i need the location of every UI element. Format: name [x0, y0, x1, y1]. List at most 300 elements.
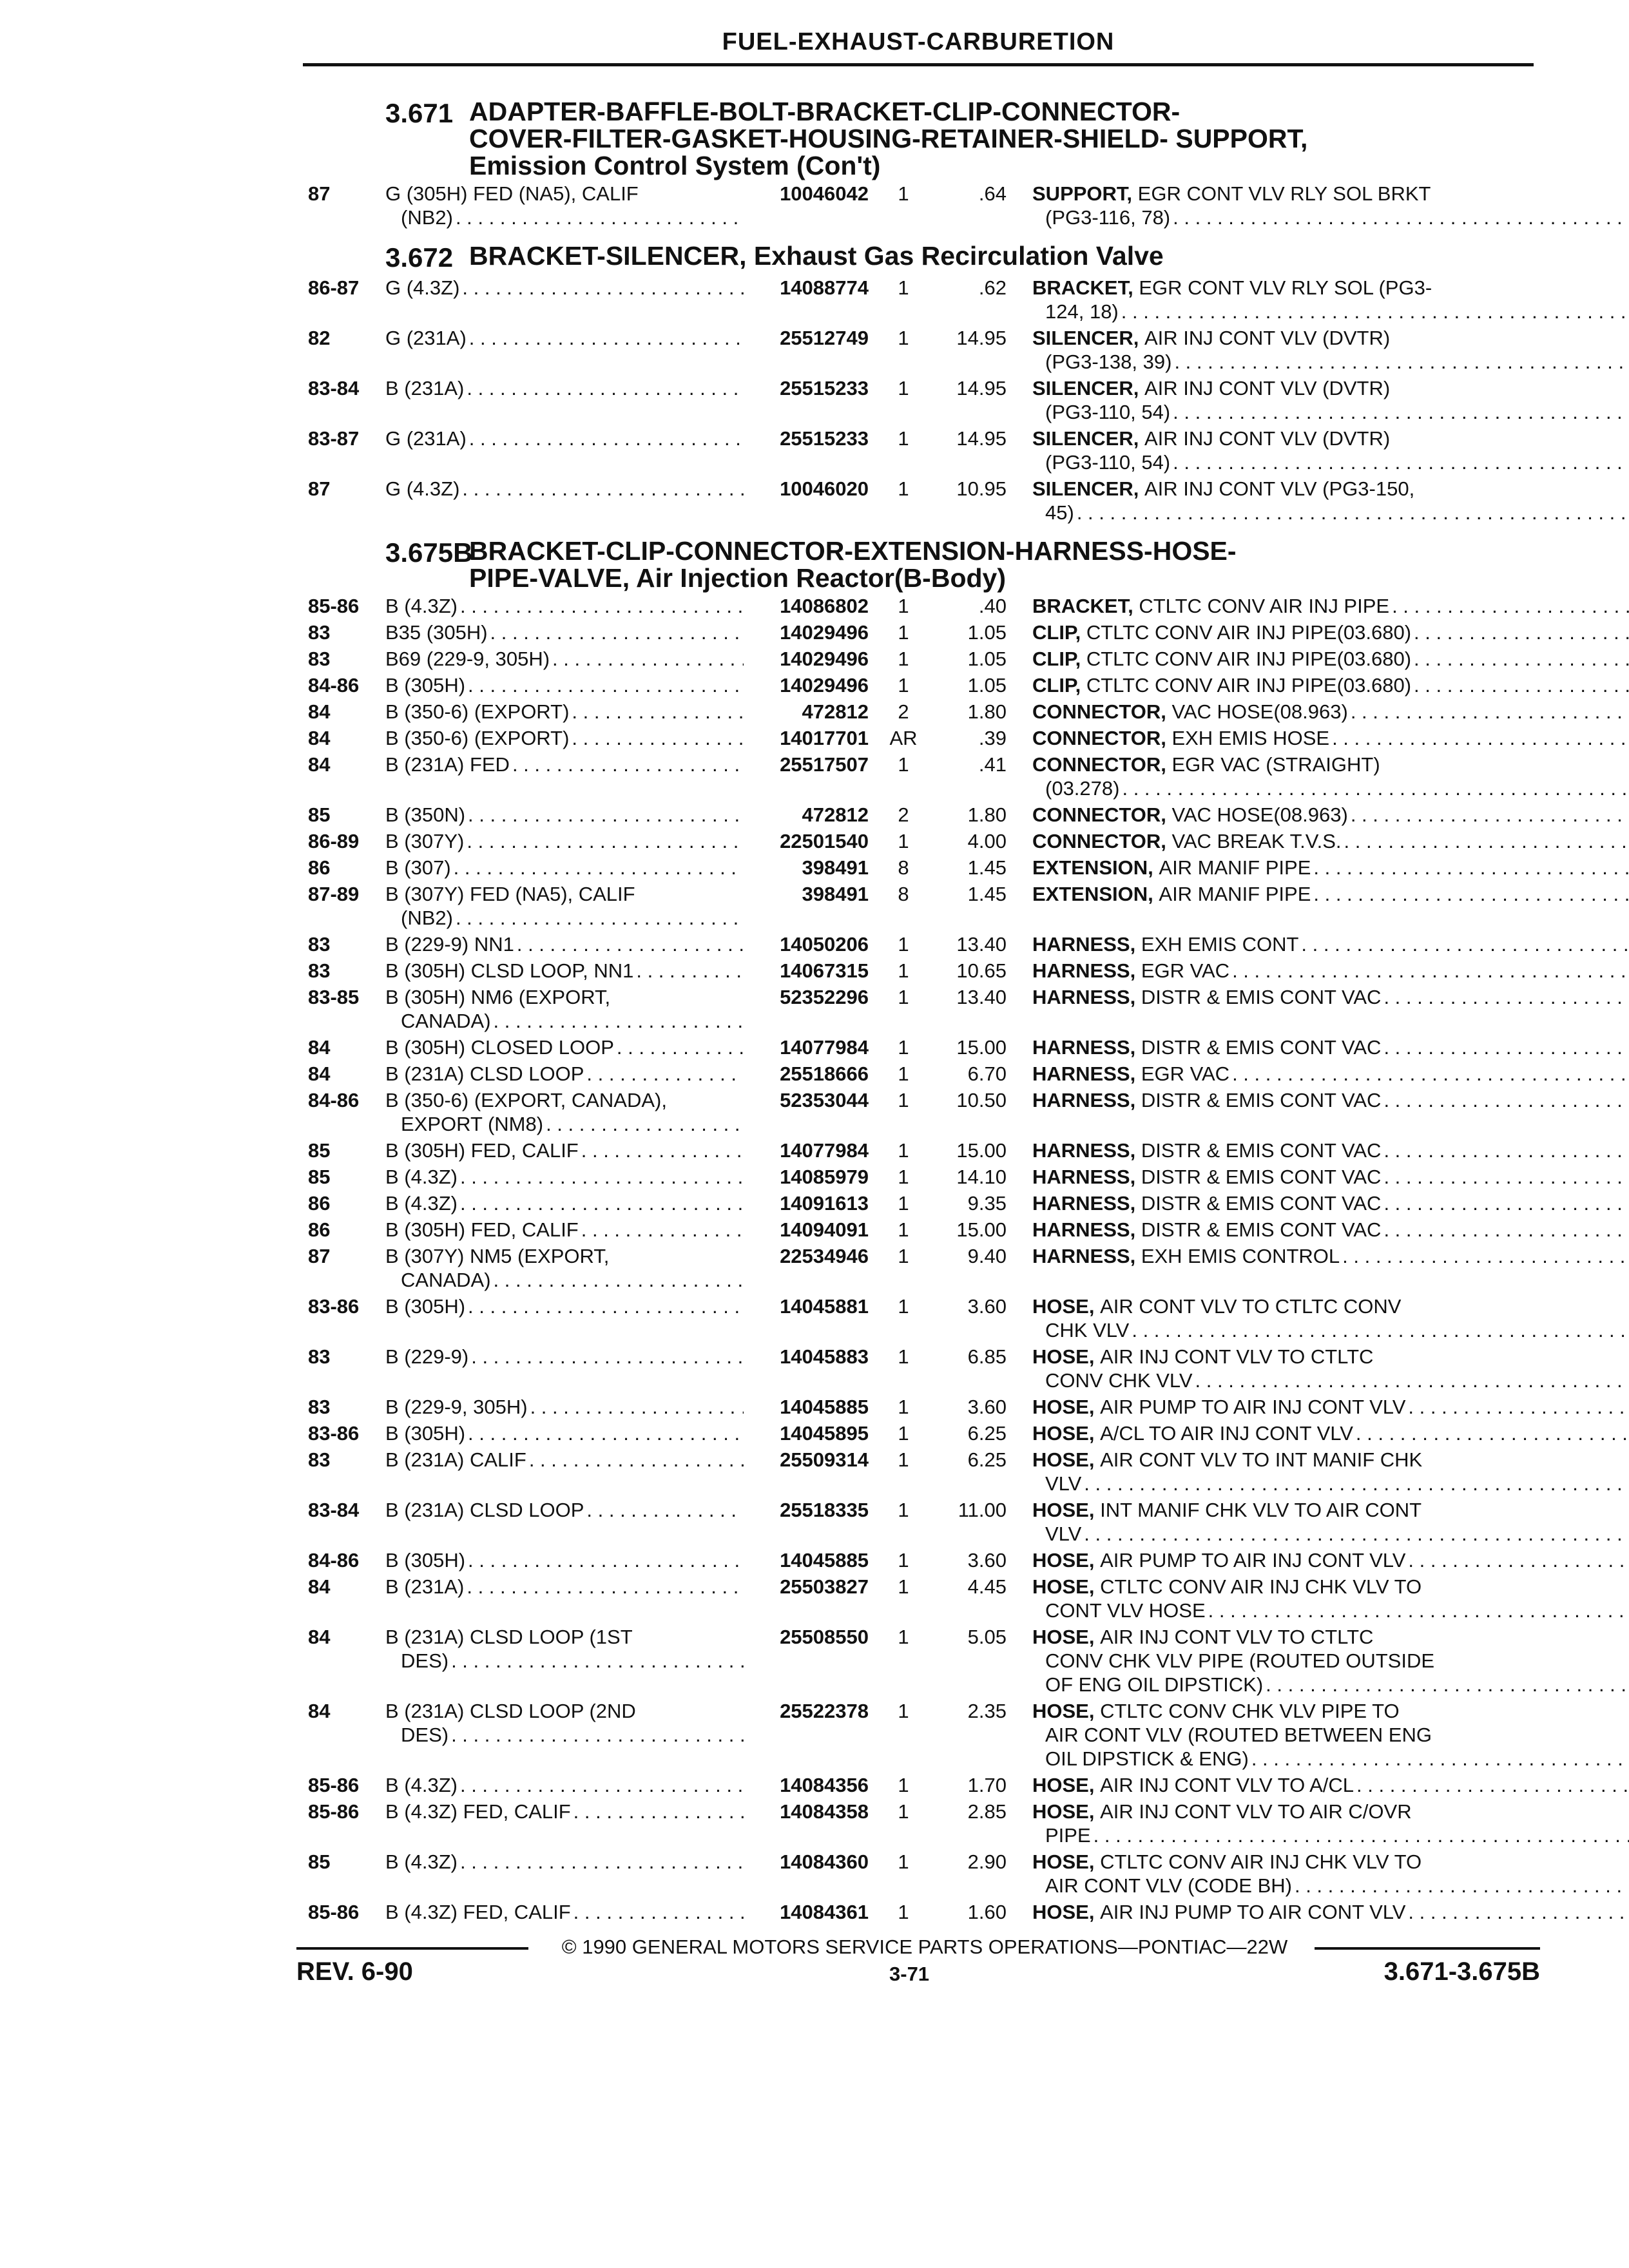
model-year: 85 [308, 1139, 331, 1162]
description-line [1032, 985, 1629, 1009]
model-text: G (231A) [385, 327, 467, 349]
description-text: AIR INJ CONT VLV TO CTLTC [1100, 1626, 1374, 1648]
model-text: B (305H) CLSD LOOP, NN1 [385, 959, 634, 982]
description-text: AIR INJ CONT VLV (PG3-150, [1144, 477, 1415, 500]
description-keyword: HARNESS, [1032, 933, 1136, 956]
price: 10.95 [956, 477, 1007, 500]
model-text: B (350-6) (EXPORT) [385, 700, 570, 723]
price: .64 [978, 182, 1007, 205]
dot-leader [1077, 501, 1629, 524]
part-row [308, 1139, 1540, 1162]
part-description [1032, 1625, 1629, 1696]
description-text: AIR CONT VLV TO INT MANIF CHK [1100, 1448, 1423, 1471]
part-number: 14086802 [780, 595, 869, 617]
part-number: 14084358 [780, 1800, 869, 1823]
model-line [385, 1191, 746, 1215]
price: 15.00 [956, 1218, 1007, 1241]
quantity: 1 [898, 276, 909, 299]
part-number: 52353044 [780, 1089, 869, 1111]
model-line [385, 1421, 746, 1445]
model-year: 85 [308, 1850, 331, 1873]
dot-leader [1408, 1395, 1629, 1419]
dot-leader [1342, 1244, 1629, 1268]
price: 1.05 [967, 648, 1007, 670]
model-line [385, 882, 746, 906]
model-year: 83-85 [308, 986, 360, 1008]
part-row [308, 753, 1540, 800]
model-application [385, 1850, 746, 1898]
dot-leader [1383, 1139, 1629, 1162]
description-line [1032, 1088, 1629, 1112]
section-heading [308, 537, 1540, 591]
description-line [1032, 726, 1629, 750]
part-row [308, 1395, 1540, 1419]
part-number: 398491 [802, 883, 869, 905]
model-line [385, 182, 746, 206]
description-text: AIR INJ CONT VLV (DVTR) [1144, 327, 1391, 349]
price: 5.05 [967, 1626, 1007, 1648]
revision-label: REV. 6-90 [296, 1957, 413, 1986]
part-description [1032, 803, 1629, 827]
section-number: 3.675B [385, 537, 473, 568]
description-text: AIR MANIF PIPE [1159, 856, 1311, 879]
model-year: 83 [308, 648, 331, 670]
model-application [385, 1088, 746, 1136]
model-application [385, 673, 746, 697]
dot-leader [490, 620, 744, 644]
quantity: 1 [898, 1549, 909, 1571]
model-year: 84 [308, 1062, 331, 1085]
description-text: CTLTC CONV AIR INJ CHK VLV TO [1100, 1575, 1422, 1598]
model-text: B (350-6) (EXPORT, CANADA), [385, 1089, 667, 1111]
description-line [1032, 1723, 1629, 1747]
dot-leader [1383, 1165, 1629, 1189]
description-line [1032, 594, 1629, 618]
description-keyword: SUPPORT, [1032, 182, 1133, 205]
description-text: AIR MANIF PIPE [1159, 883, 1311, 905]
model-line [385, 753, 746, 776]
model-year: 84 [308, 1575, 331, 1598]
model-application [385, 1773, 746, 1797]
description-keyword: HOSE, [1032, 1448, 1095, 1471]
model-line [385, 673, 746, 697]
model-year: 85-86 [308, 1901, 360, 1923]
description-keyword: SILENCER, [1032, 377, 1139, 399]
model-text: B (305H) [385, 1422, 466, 1445]
price: 14.95 [956, 377, 1007, 399]
price: 1.45 [967, 856, 1007, 879]
part-number: 14029496 [780, 621, 869, 644]
dot-leader [1383, 1088, 1629, 1112]
model-year: 86 [308, 1218, 331, 1241]
model-application [385, 726, 746, 750]
part-description [1032, 1294, 1629, 1342]
part-number: 14084360 [780, 1850, 869, 1873]
dot-leader [1383, 1218, 1629, 1242]
part-row [308, 829, 1540, 853]
model-line [385, 1850, 746, 1874]
part-description [1032, 1800, 1629, 1847]
quantity: AR [889, 727, 918, 749]
footer-rule-left [296, 1947, 528, 1950]
part-row [308, 620, 1540, 644]
description-text: DISTR & EMIS CONT VAC [1141, 1166, 1382, 1188]
dot-leader [1084, 1472, 1629, 1495]
description-keyword: HARNESS, [1032, 1036, 1136, 1059]
description-text: AIR INJ PUMP TO AIR CONT VLV [1100, 1901, 1406, 1923]
dot-leader [460, 1850, 744, 1874]
model-application [385, 326, 746, 374]
description-line [1032, 856, 1629, 879]
dot-leader [1084, 1522, 1629, 1546]
model-application [385, 1699, 746, 1771]
description-text: CONT VLV HOSE [1045, 1599, 1206, 1622]
part-description [1032, 1699, 1629, 1771]
model-text: B (350N) [385, 803, 466, 826]
model-application [385, 985, 746, 1033]
part-description [1032, 477, 1629, 524]
model-application [385, 620, 746, 644]
model-application [385, 1062, 746, 1086]
description-text: AIR CONT VLV TO CTLTC CONV [1100, 1295, 1402, 1318]
quantity: 1 [898, 1089, 909, 1111]
description-keyword: EXTENSION, [1032, 883, 1153, 905]
description-text: EGR CONT VLV RLY SOL (PG3- [1139, 276, 1432, 299]
dot-leader [468, 1421, 744, 1445]
dot-leader [581, 1139, 744, 1162]
model-text: CANADA) [401, 1269, 491, 1291]
dot-leader [1173, 206, 1629, 229]
dot-leader [494, 1009, 744, 1033]
model-text: B (4.3Z) [385, 1850, 458, 1873]
model-year: 85-86 [308, 1774, 360, 1796]
dot-leader [1301, 932, 1629, 956]
description-line [1032, 1699, 1629, 1723]
description-keyword: HARNESS, [1032, 1218, 1136, 1241]
description-text: DISTR & EMIS CONT VAC [1141, 986, 1382, 1008]
description-keyword: HARNESS, [1032, 1245, 1136, 1267]
dot-leader [1408, 1548, 1629, 1572]
model-application [385, 1448, 746, 1495]
price: 10.50 [956, 1089, 1007, 1111]
part-number: 14084361 [780, 1901, 869, 1923]
section-title [469, 242, 1540, 273]
price: 6.25 [967, 1422, 1007, 1445]
model-line [385, 906, 746, 930]
model-line [385, 1699, 746, 1723]
page-footer [296, 1933, 1540, 2004]
model-year: 87 [308, 477, 331, 500]
description-text: AIR INJ CONT VLV TO CTLTC [1100, 1345, 1374, 1368]
description-line [1032, 753, 1629, 776]
price: 1.05 [967, 674, 1007, 697]
model-text: B (4.3Z) [385, 595, 458, 617]
model-line [385, 1498, 746, 1522]
part-description [1032, 1850, 1629, 1898]
model-line [385, 1900, 746, 1924]
price: 3.60 [967, 1396, 1007, 1418]
model-line [385, 326, 746, 350]
model-text: B (229-9, 305H) [385, 1396, 528, 1418]
model-year: 83-87 [308, 427, 360, 450]
part-row [308, 1498, 1540, 1546]
description-text: EXH EMIS HOSE [1171, 727, 1330, 749]
part-row [308, 1900, 1540, 1924]
description-text: PIPE [1045, 1824, 1091, 1847]
part-row [308, 1218, 1540, 1242]
model-line [385, 1009, 746, 1033]
model-year: 83 [308, 1448, 331, 1471]
dot-leader [460, 1191, 744, 1215]
description-line [1032, 1823, 1629, 1847]
description-text: CTLTC CONV AIR INJ PIPE(03.680) [1086, 674, 1412, 697]
model-text: B (305H) FED, CALIF [385, 1218, 579, 1241]
price: 1.05 [967, 621, 1007, 644]
part-description [1032, 829, 1629, 853]
part-description [1032, 1062, 1629, 1086]
quantity: 1 [898, 1422, 909, 1445]
part-description [1032, 700, 1629, 724]
model-line [385, 1218, 746, 1242]
part-description [1032, 959, 1629, 983]
dot-leader [1132, 1318, 1629, 1342]
model-application [385, 1800, 746, 1847]
description-line [1032, 1900, 1629, 1924]
dot-leader [1392, 594, 1629, 618]
model-line [385, 700, 746, 724]
part-number: 14067315 [780, 959, 869, 982]
description-text: EGR CONT VLV RLY SOL BRKT [1137, 182, 1431, 205]
model-line [385, 376, 746, 400]
part-number: 25512749 [780, 327, 869, 349]
dot-leader [1313, 882, 1629, 906]
description-line [1032, 1062, 1629, 1086]
model-application [385, 1035, 746, 1059]
quantity: 1 [898, 1166, 909, 1188]
part-number: 14091613 [780, 1192, 869, 1215]
part-number: 14085979 [780, 1166, 869, 1188]
description-line [1032, 1035, 1629, 1059]
model-line [385, 829, 746, 853]
section-title-line: ADAPTER-BAFFLE-BOLT-BRACKET-CLIP-CONNECTOR- [469, 97, 1181, 126]
model-application [385, 1345, 746, 1392]
dot-leader [451, 1723, 744, 1747]
section-heading [308, 242, 1540, 273]
model-year: 85-86 [308, 1800, 360, 1823]
part-row [308, 326, 1540, 374]
section-title [469, 537, 1540, 591]
dot-leader [572, 700, 744, 724]
part-number: 14084356 [780, 1774, 869, 1796]
dot-leader [1383, 985, 1629, 1009]
description-line [1032, 647, 1629, 671]
part-row [308, 856, 1540, 879]
page-number: 3-71 [889, 1963, 930, 1985]
part-description [1032, 753, 1629, 800]
description-keyword: HARNESS, [1032, 1089, 1136, 1111]
model-year: 83-84 [308, 1499, 360, 1521]
price: 11.00 [958, 1499, 1007, 1521]
model-application [385, 1421, 746, 1445]
dot-leader [1266, 1673, 1629, 1696]
model-text: B (305H) NM6 (EXPORT, [385, 986, 611, 1008]
part-description [1032, 1165, 1629, 1189]
description-line [1032, 1625, 1629, 1649]
page-header-title: FUEL-EXHAUST-CARBURETION [722, 28, 1115, 55]
description-text: DISTR & EMIS CONT VAC [1141, 1192, 1382, 1215]
dot-leader [462, 477, 744, 501]
dot-leader [467, 829, 744, 853]
model-year: 84 [308, 727, 331, 749]
part-description [1032, 620, 1629, 644]
section-title-line: COVER-FILTER-GASKET-HOUSING-RETAINER-SHIELD- SUPPORT, [469, 124, 1308, 153]
model-text: DES) [401, 1724, 449, 1746]
model-line [385, 1139, 746, 1162]
part-number: 14017701 [780, 727, 869, 749]
part-row [308, 1699, 1540, 1771]
model-text: B (305H) [385, 674, 466, 697]
dot-leader [467, 376, 744, 400]
part-number: 14029496 [780, 674, 869, 697]
description-line [1032, 776, 1629, 800]
part-row [308, 1244, 1540, 1292]
part-row [308, 1800, 1540, 1847]
description-line [1032, 376, 1629, 400]
description-line [1032, 1522, 1629, 1546]
quantity: 1 [898, 648, 909, 670]
description-line [1032, 1472, 1629, 1495]
dot-leader [1174, 350, 1629, 374]
quantity: 1 [898, 377, 909, 399]
price: 3.60 [967, 1295, 1007, 1318]
section-title-line: BRACKET-SILENCER, Exhaust Gas Recirculation Valve [469, 241, 1164, 271]
description-line [1032, 1294, 1629, 1318]
model-line [385, 1062, 746, 1086]
model-year: 87 [308, 1245, 331, 1267]
section-heading [308, 98, 1540, 179]
model-text: G (4.3Z) [385, 477, 460, 500]
dot-leader [581, 1218, 744, 1242]
description-line [1032, 1421, 1629, 1445]
quantity: 2 [898, 700, 909, 723]
model-text: B (231A) [385, 377, 465, 399]
model-year: 84 [308, 1700, 331, 1722]
part-number: 14088774 [780, 276, 869, 299]
dot-leader [451, 1649, 744, 1673]
description-keyword: HOSE, [1032, 1700, 1095, 1722]
part-row [308, 932, 1540, 956]
model-year: 86-89 [308, 830, 360, 852]
part-number: 25509314 [780, 1448, 869, 1471]
dot-leader [462, 276, 744, 300]
description-line [1032, 326, 1629, 350]
part-row [308, 594, 1540, 618]
dot-leader [1313, 856, 1629, 879]
model-text: B35 (305H) [385, 621, 488, 644]
description-keyword: HOSE, [1032, 1800, 1095, 1823]
description-keyword: HOSE, [1032, 1549, 1095, 1571]
part-number: 14050206 [780, 933, 869, 956]
description-keyword: CONNECTOR, [1032, 753, 1166, 776]
description-line [1032, 882, 1629, 906]
quantity: 1 [898, 1345, 909, 1368]
model-text: EXPORT (NM8) [401, 1113, 544, 1135]
part-description [1032, 1900, 1629, 1924]
description-text: OF ENG OIL DIPSTICK) [1045, 1673, 1264, 1696]
description-text: CTLTC CONV CHK VLV PIPE TO [1100, 1700, 1400, 1722]
model-year: 85 [308, 1166, 331, 1188]
model-year: 84 [308, 753, 331, 776]
model-year: 83-86 [308, 1295, 360, 1318]
description-line [1032, 400, 1629, 424]
model-text: B (350-6) (EXPORT) [385, 727, 570, 749]
price: 14.95 [956, 327, 1007, 349]
model-application [385, 1900, 746, 1924]
description-text: DISTR & EMIS CONT VAC [1141, 1139, 1382, 1162]
dot-leader [1383, 1035, 1629, 1059]
model-text: B (231A) CLSD LOOP [385, 1062, 584, 1085]
part-number: 14045883 [780, 1345, 869, 1368]
part-description [1032, 882, 1629, 930]
price: .40 [978, 595, 1007, 617]
part-row [308, 477, 1540, 524]
model-line [385, 1112, 746, 1136]
quantity: 1 [898, 986, 909, 1008]
model-application [385, 1244, 746, 1292]
model-year: 83 [308, 621, 331, 644]
price: 15.00 [956, 1139, 1007, 1162]
price: 9.35 [967, 1192, 1007, 1215]
dot-leader [1414, 647, 1629, 671]
model-line [385, 932, 746, 956]
model-line [385, 1723, 746, 1747]
description-keyword: BRACKET, [1032, 276, 1133, 299]
description-text: AIR INJ CONT VLV TO A/CL [1100, 1774, 1354, 1796]
dot-leader [1232, 1062, 1629, 1086]
description-keyword: HARNESS, [1032, 959, 1136, 982]
part-number: 14045885 [780, 1549, 869, 1571]
part-row [308, 1548, 1540, 1572]
dot-leader [586, 1062, 744, 1086]
part-number: 14077984 [780, 1139, 869, 1162]
price: 2.35 [967, 1700, 1007, 1722]
price: 1.80 [967, 700, 1007, 723]
description-line [1032, 829, 1629, 853]
part-number: 25522378 [780, 1700, 869, 1722]
quantity: 1 [898, 1499, 909, 1521]
part-description [1032, 1088, 1629, 1136]
quantity: 2 [898, 803, 909, 826]
description-text: AIR CONT VLV (ROUTED BETWEEN ENG [1045, 1724, 1432, 1746]
model-application [385, 1294, 746, 1342]
dot-leader [1251, 1747, 1629, 1771]
part-description [1032, 326, 1629, 374]
description-keyword: HARNESS, [1032, 1166, 1136, 1188]
dot-leader [572, 726, 744, 750]
quantity: 1 [898, 1218, 909, 1241]
model-year: 83-84 [308, 377, 360, 399]
part-row [308, 1575, 1540, 1622]
price: 1.45 [967, 883, 1007, 905]
part-number: 14045895 [780, 1422, 869, 1445]
footer-copyright: © 1990 GENERAL MOTORS SERVICE PARTS OPERATIONS—PONTIAC—22W [561, 1936, 1288, 1958]
dot-leader [471, 1345, 744, 1369]
part-description [1032, 1035, 1629, 1059]
model-year: 83 [308, 1345, 331, 1368]
description-text: INT MANIF CHK VLV TO AIR CONT [1100, 1499, 1422, 1521]
model-line [385, 427, 746, 450]
section-title-line: Emission Control System (Con't) [469, 151, 881, 180]
